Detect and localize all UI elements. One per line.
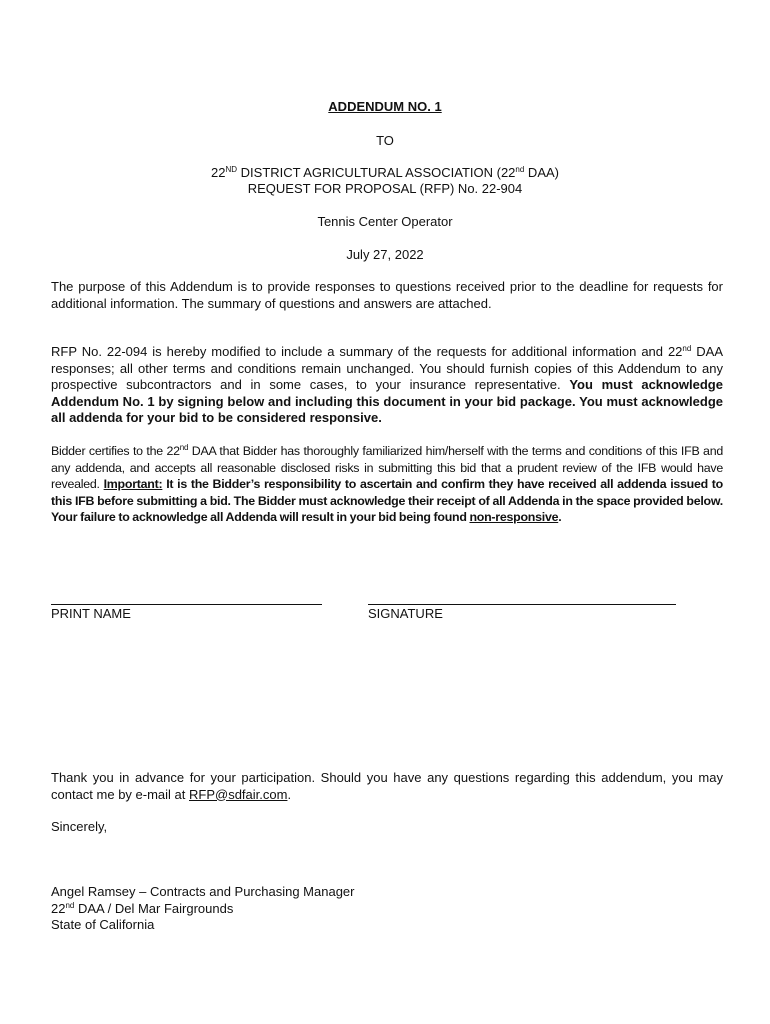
non-responsive-term: non-responsive — [469, 510, 559, 524]
certification-end: . — [558, 510, 562, 524]
modification-text-b: DAA responses; all other terms and conditions remain unchanged. You should furnish copies of this Addendum to any prospective subcontractors and in some cases, to your insurance representative. — [51, 344, 723, 392]
signer-organization — [51, 901, 355, 918]
print-name-line[interactable] — [51, 604, 322, 605]
rfp-line: REQUEST FOR PROPOSAL (RFP) No. 22-904 — [247, 181, 523, 196]
modification-superscript: nd — [682, 344, 692, 353]
assoc-superscript: ND — [225, 165, 238, 174]
assoc-middle: DISTRICT AGRICULTURAL ASSOCIATION (22 — [237, 165, 516, 180]
modification-paragraph — [51, 344, 723, 427]
assoc-superscript-2: nd — [515, 165, 525, 174]
signature-label: SIGNATURE — [368, 606, 443, 621]
purpose-paragraph: The purpose of this Addendum is to provide responses to questions received prior to the deadline for requests for additional information. The summary of questions and answers are attached. — [51, 279, 723, 311]
important-label: Important: — [103, 477, 163, 491]
signer-name-title: Angel Ramsey – Contracts and Purchasing Manager — [51, 884, 355, 899]
print-name-label: PRINT NAME — [51, 606, 131, 621]
org-number: 22 — [51, 900, 66, 916]
signer-state: State of California — [51, 917, 155, 932]
modification-text-a: RFP No. 22-094 is hereby modified to include a summary of the requests for additional information and 22 — [51, 344, 683, 359]
association-line — [0, 165, 770, 182]
assoc-number: 22 — [211, 165, 226, 180]
document-date: July 27, 2022 — [346, 247, 424, 262]
signature-line[interactable] — [368, 604, 676, 605]
assoc-end: DAA) — [524, 165, 559, 180]
certification-text-a: Bidder certifies to the 22 — [51, 444, 180, 458]
thanks-end: . — [287, 786, 292, 802]
sincerely-line: Sincerely, — [51, 819, 108, 834]
to-line: TO — [376, 133, 394, 148]
project-name: Tennis Center Operator — [317, 214, 453, 229]
certification-text-b: DAA that Bidder has thoroughly familiarized him/herself with the terms and conditions of this IFB and any addenda, and accepts all reasonable disclosed risks in submitting this bid that a prudent review of the IFB would have revealed. — [51, 444, 723, 491]
addendum-title: ADDENDUM NO. 1 — [328, 99, 442, 114]
org-superscript: nd — [65, 900, 75, 910]
thanks-paragraph — [51, 770, 723, 803]
certification-paragraph — [51, 443, 723, 526]
certification-bold-text: It is the Bidder’s responsibility to ascertain and confirm they have received all addenda issued to this IFB before submitting a bid. The Bidder must acknowledge their receipt of all Addenda in the space provided below. Your failure to acknowledge all Addenda will result in your bid being found — [51, 477, 724, 524]
org-rest: DAA / Del Mar Fairgrounds — [74, 900, 234, 916]
closing-block — [51, 884, 355, 934]
email-link[interactable]: RFP@sdfair.com — [189, 786, 288, 802]
certification-superscript: nd — [179, 443, 189, 452]
modification-bold-text: You must acknowledge Addendum No. 1 by signing below and including this document in your bid package. You must acknowledge all addenda for your bid to be considered responsive. — [51, 377, 723, 425]
thanks-text: Thank you in advance for your participation. Should you have any questions regarding this addendum, you may contact me by e-mail at — [51, 770, 723, 802]
